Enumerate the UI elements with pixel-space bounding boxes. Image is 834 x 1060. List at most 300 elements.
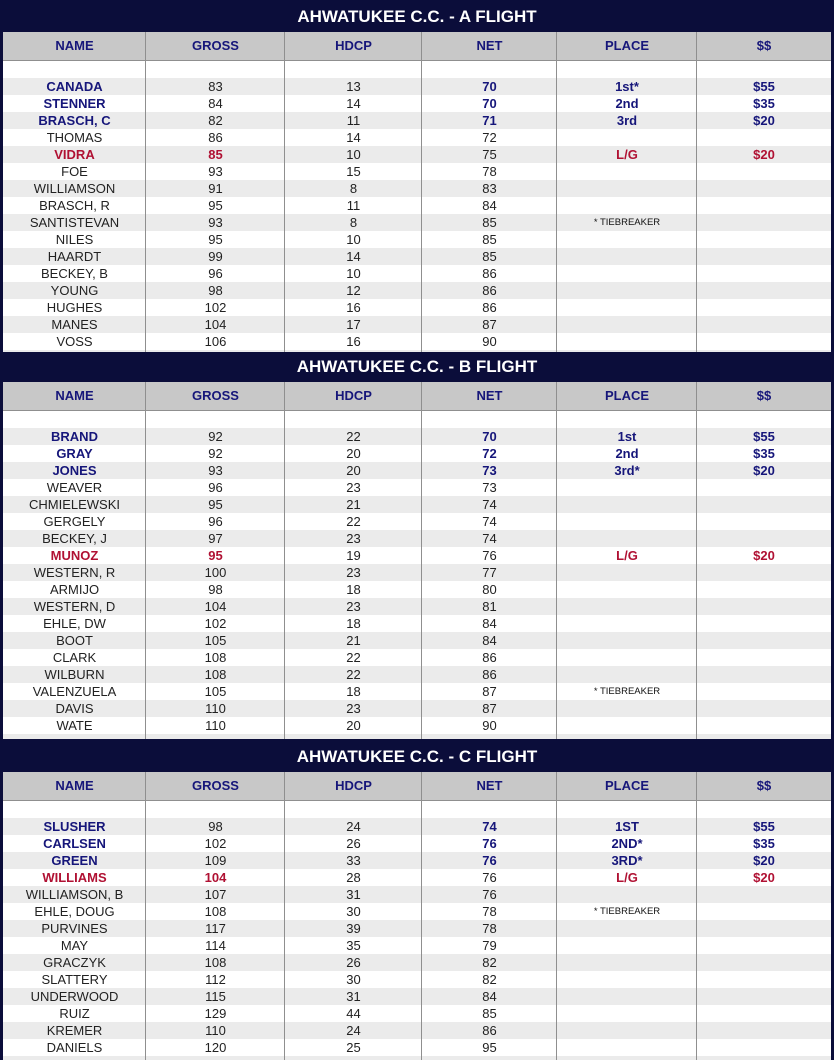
column-header-place: PLACE (604, 38, 650, 53)
cell-net: 72 (482, 130, 497, 145)
cell-place: L/G (616, 147, 638, 162)
cell-place: 1ST (615, 819, 639, 834)
cell-net: 80 (482, 582, 497, 597)
cell-gross: 92 (208, 429, 223, 444)
cell-hdcp: 35 (346, 938, 361, 953)
cell-place: 3rd* (614, 463, 640, 478)
cell-gross: 108 (204, 955, 227, 970)
player-row (3, 615, 831, 632)
cell-name: JONES (52, 463, 97, 478)
results-table (3, 382, 831, 739)
player-row (3, 214, 831, 231)
cell-hdcp: 24 (346, 1023, 361, 1038)
cell-hdcp: 26 (346, 955, 361, 970)
player-row (3, 1039, 831, 1056)
cell-gross: 105 (204, 684, 227, 699)
cell-gross: 93 (208, 463, 223, 478)
cell-money: $55 (753, 79, 775, 94)
cell-hdcp: 21 (346, 633, 361, 648)
cell-name: BRAND (51, 429, 98, 444)
cell-gross: 108 (204, 650, 227, 665)
player-row (3, 937, 831, 954)
cell-name: WATE (56, 718, 93, 733)
cell-hdcp: 44 (346, 1006, 361, 1021)
cell-name: SANTISTEVAN (29, 215, 120, 230)
cell-name: GREEN (51, 853, 98, 868)
cell-net: 74 (482, 819, 497, 834)
cell-gross: 86 (208, 130, 223, 145)
column-header-gross: GROSS (192, 778, 239, 793)
column-header-gross: GROSS (192, 388, 239, 403)
player-row (3, 564, 831, 581)
cell-hdcp: 39 (346, 921, 361, 936)
cell-net: 83 (482, 181, 497, 196)
cell-name: NILES (55, 232, 94, 247)
player-row (3, 180, 831, 197)
cell-hdcp: 22 (346, 667, 361, 682)
cell-gross: 112 (205, 972, 226, 987)
cell-gross: 106 (204, 334, 227, 349)
cell-hdcp: 14 (346, 96, 361, 111)
player-row (3, 852, 831, 869)
cell-net: 76 (482, 853, 497, 868)
cell-net: 74 (482, 531, 497, 546)
column-header-place: PLACE (604, 388, 650, 403)
player-row (3, 95, 831, 112)
player-row (3, 632, 831, 649)
cell-net: 85 (482, 215, 497, 230)
player-row (3, 683, 831, 700)
cell-gross: 93 (208, 164, 223, 179)
cell-gross: 98 (208, 283, 223, 298)
player-row (3, 581, 831, 598)
cell-hdcp: 16 (346, 334, 361, 349)
cell-name: GERGELY (43, 514, 106, 529)
cell-name: VALENZUELA (32, 684, 117, 699)
cell-name: THOMAS (46, 130, 103, 145)
player-row (3, 333, 831, 350)
cell-name: EHLE, DOUG (34, 904, 115, 919)
player-row (3, 299, 831, 316)
cell-net: 86 (482, 1023, 497, 1038)
cell-name: CANADA (46, 79, 103, 94)
cell-net: 82 (482, 955, 497, 970)
cell-place: 1st (617, 429, 637, 444)
cell-net: 76 (482, 836, 497, 851)
cell-hdcp: 19 (346, 548, 361, 563)
cell-money: $55 (753, 819, 775, 834)
column-header-money: $$ (756, 388, 772, 403)
player-row (3, 666, 831, 683)
cell-place: 2ND* (611, 836, 643, 851)
cell-hdcp: 22 (346, 514, 361, 529)
player-row (3, 869, 831, 886)
column-header-name: NAME (55, 388, 94, 403)
row-stripe (3, 734, 831, 739)
cell-place: 3rd (616, 113, 638, 128)
cell-name: WILLIAMS (42, 870, 107, 885)
column-header-net: NET (476, 388, 503, 403)
cell-name: KREMER (46, 1023, 103, 1038)
cell-net: 74 (482, 514, 497, 529)
cell-gross: 108 (204, 667, 227, 682)
cell-hdcp: 26 (346, 836, 361, 851)
cell-hdcp: 22 (346, 429, 361, 444)
cell-hdcp: 10 (346, 147, 361, 162)
player-row (3, 886, 831, 903)
cell-hdcp: 23 (346, 565, 361, 580)
player-row (3, 248, 831, 265)
cell-hdcp: 14 (346, 130, 361, 145)
cell-hdcp: 11 (346, 113, 361, 128)
cell-net: 84 (482, 989, 497, 1004)
row-stripe (3, 61, 831, 78)
cell-net: 86 (482, 650, 497, 665)
cell-gross: 110 (205, 701, 226, 716)
player-row (3, 649, 831, 666)
cell-money: $20 (753, 870, 775, 885)
cell-net: 71 (482, 113, 497, 128)
cell-gross: 97 (208, 531, 223, 546)
player-row (3, 146, 831, 163)
cell-place: L/G (616, 548, 638, 563)
results-table (3, 772, 831, 1060)
flight-section (0, 742, 834, 1060)
player-row (3, 1005, 831, 1022)
cell-hdcp: 25 (346, 1040, 361, 1055)
row-stripe (3, 801, 831, 818)
cell-gross: 83 (208, 79, 223, 94)
cell-hdcp: 11 (346, 198, 361, 213)
cell-place: * TIEBREAKER (593, 906, 661, 917)
cell-net: 76 (482, 870, 497, 885)
cell-net: 84 (482, 633, 497, 648)
cell-name: BOOT (56, 633, 93, 648)
cell-gross: 102 (204, 616, 227, 631)
cell-net: 78 (482, 164, 497, 179)
column-header-gross: GROSS (192, 38, 239, 53)
cell-gross: 115 (205, 989, 226, 1004)
cell-place: 3RD* (611, 853, 643, 868)
cell-name: BRASCH, C (38, 113, 111, 128)
row-stripe (3, 1056, 831, 1060)
flight-title: AHWATUKEE C.C. - C FLIGHT (296, 747, 538, 766)
cell-hdcp: 23 (346, 599, 361, 614)
column-header-money: $$ (756, 38, 772, 53)
cell-net: 79 (482, 938, 497, 953)
cell-gross: 109 (204, 853, 227, 868)
cell-net: 95 (482, 1040, 497, 1055)
cell-hdcp: 20 (346, 463, 361, 478)
flight-title: AHWATUKEE C.C. - B FLIGHT (296, 357, 538, 376)
cell-gross: 95 (208, 548, 223, 563)
cell-name: BECKEY, J (42, 531, 107, 546)
cell-net: 87 (482, 701, 497, 716)
cell-place: 1st* (615, 79, 639, 94)
cell-name: MANES (51, 317, 98, 332)
column-header-net: NET (476, 38, 503, 53)
cell-hdcp: 18 (346, 616, 361, 631)
cell-gross: 92 (208, 446, 223, 461)
cell-hdcp: 23 (346, 480, 361, 495)
cell-net: 87 (482, 317, 497, 332)
cell-name: SLUSHER (43, 819, 106, 834)
cell-gross: 107 (204, 887, 227, 902)
cell-gross: 99 (208, 249, 223, 264)
cell-money: $55 (753, 429, 775, 444)
cell-place: L/G (616, 870, 638, 885)
cell-hdcp: 28 (346, 870, 361, 885)
player-row (3, 700, 831, 717)
cell-net: 90 (482, 334, 497, 349)
column-header-row (3, 32, 831, 61)
cell-gross: 98 (208, 582, 223, 597)
cell-name: UNDERWOOD (30, 989, 119, 1004)
cell-hdcp: 20 (346, 446, 361, 461)
cell-net: 77 (482, 565, 497, 580)
cell-money: $20 (753, 548, 775, 563)
cell-name: WESTERN, R (33, 565, 116, 580)
cell-name: VOSS (56, 334, 93, 349)
cell-gross: 96 (208, 480, 223, 495)
cell-gross: 110 (205, 718, 226, 733)
cell-hdcp: 8 (349, 215, 358, 230)
cell-name: WILLIAMSON, B (25, 887, 124, 902)
cell-net: 78 (482, 921, 497, 936)
cell-net: 70 (482, 429, 497, 444)
cell-hdcp: 30 (346, 972, 361, 987)
player-row (3, 835, 831, 852)
player-row (3, 496, 831, 513)
cell-name: SLATTERY (41, 972, 108, 987)
cell-gross: 117 (205, 921, 226, 936)
cell-hdcp: 23 (346, 701, 361, 716)
cell-net: 70 (482, 79, 497, 94)
cell-hdcp: 14 (346, 249, 361, 264)
cell-place: * TIEBREAKER (593, 686, 661, 697)
cell-gross: 82 (208, 113, 223, 128)
cell-net: 84 (482, 616, 497, 631)
cell-net: 70 (482, 96, 497, 111)
cell-gross: 104 (204, 317, 227, 332)
player-row (3, 818, 831, 835)
cell-name: BECKEY, B (41, 266, 108, 281)
cell-gross: 96 (208, 266, 223, 281)
cell-hdcp: 8 (349, 181, 358, 196)
player-row (3, 78, 831, 95)
player-row (3, 479, 831, 496)
cell-name: STENNER (43, 96, 106, 111)
cell-name: DANIELS (46, 1040, 103, 1055)
cell-name: HAARDT (47, 249, 102, 264)
cell-gross: 129 (204, 1006, 227, 1021)
cell-money: $20 (753, 147, 775, 162)
cell-name: EHLE, DW (43, 616, 106, 631)
player-row (3, 513, 831, 530)
cell-money: $20 (753, 463, 775, 478)
cell-hdcp: 18 (346, 582, 361, 597)
cell-net: 90 (482, 718, 497, 733)
player-row (3, 988, 831, 1005)
cell-hdcp: 12 (346, 283, 361, 298)
cell-net: 82 (482, 972, 497, 987)
column-header-hdcp: HDCP (335, 38, 372, 53)
player-row (3, 920, 831, 937)
player-row (3, 954, 831, 971)
cell-name: MUNOZ (50, 548, 99, 563)
column-header-row (3, 382, 831, 411)
cell-net: 78 (482, 904, 497, 919)
player-row (3, 598, 831, 615)
cell-hdcp: 21 (346, 497, 361, 512)
cell-money: $35 (753, 446, 775, 461)
cell-gross: 102 (204, 836, 227, 851)
cell-name: WILBURN (44, 667, 105, 682)
cell-gross: 104 (204, 870, 227, 885)
cell-gross: 102 (204, 300, 227, 315)
cell-net: 75 (482, 147, 497, 162)
cell-net: 73 (482, 463, 497, 478)
column-header-net: NET (476, 778, 503, 793)
cell-hdcp: 23 (346, 531, 361, 546)
cell-gross: 91 (208, 181, 223, 196)
cell-gross: 114 (205, 938, 226, 953)
player-row (3, 316, 831, 333)
cell-hdcp: 10 (346, 232, 361, 247)
column-header-row (3, 772, 831, 801)
cell-hdcp: 30 (346, 904, 361, 919)
cell-money: $35 (753, 836, 775, 851)
cell-name: YOUNG (50, 283, 99, 298)
column-header-money: $$ (756, 778, 772, 793)
cell-money: $20 (753, 853, 775, 868)
cell-hdcp: 20 (346, 718, 361, 733)
cell-hdcp: 10 (346, 266, 361, 281)
cell-hdcp: 31 (346, 989, 361, 1004)
cell-net: 76 (482, 548, 497, 563)
cell-net: 86 (482, 266, 497, 281)
cell-name: CLARK (52, 650, 97, 665)
cell-hdcp: 15 (346, 164, 361, 179)
cell-hdcp: 33 (346, 853, 361, 868)
cell-net: 86 (482, 667, 497, 682)
cell-name: WESTERN, D (33, 599, 116, 614)
cell-name: GRACZYK (43, 955, 106, 970)
flight-title: AHWATUKEE C.C. - A FLIGHT (297, 7, 537, 26)
cell-name: MAY (60, 938, 89, 953)
cell-money: $20 (753, 113, 775, 128)
cell-name: BRASCH, R (39, 198, 110, 213)
cell-net: 86 (482, 283, 497, 298)
player-row (3, 903, 831, 920)
cell-place: * TIEBREAKER (593, 217, 661, 228)
cell-name: CARLSEN (43, 836, 106, 851)
cell-net: 86 (482, 300, 497, 315)
cell-net: 87 (482, 684, 497, 699)
cell-gross: 98 (208, 819, 223, 834)
cell-gross: 108 (204, 904, 227, 919)
player-row (3, 971, 831, 988)
cell-name: GRAY (56, 446, 93, 461)
column-header-name: NAME (55, 778, 94, 793)
cell-net: 85 (482, 232, 497, 247)
cell-gross: 100 (204, 565, 227, 580)
cell-gross: 120 (204, 1040, 227, 1055)
cell-name: WEAVER (46, 480, 103, 495)
player-row (3, 282, 831, 299)
player-row (3, 1022, 831, 1039)
flight-section (0, 2, 834, 352)
cell-place: 2nd (615, 96, 639, 111)
cell-gross: 84 (208, 96, 223, 111)
player-row (3, 717, 831, 734)
cell-net: 73 (482, 480, 497, 495)
cell-hdcp: 18 (346, 684, 361, 699)
cell-gross: 105 (204, 633, 227, 648)
column-header-hdcp: HDCP (335, 388, 372, 403)
cell-name: RUIZ (59, 1006, 90, 1021)
player-row (3, 547, 831, 564)
player-row (3, 163, 831, 180)
cell-net: 85 (482, 1006, 497, 1021)
cell-net: 72 (482, 446, 497, 461)
player-row (3, 462, 831, 479)
player-row (3, 428, 831, 445)
column-header-place: PLACE (604, 778, 650, 793)
cell-hdcp: 24 (346, 819, 361, 834)
cell-gross: 95 (208, 232, 223, 247)
player-row (3, 231, 831, 248)
cell-net: 81 (482, 599, 497, 614)
cell-gross: 96 (208, 514, 223, 529)
player-row (3, 129, 831, 146)
cell-name: ARMIJO (49, 582, 100, 597)
cell-name: DAVIS (55, 701, 94, 716)
cell-gross: 85 (208, 147, 223, 162)
results-table (3, 32, 831, 352)
column-header-name: NAME (55, 38, 94, 53)
cell-name: VIDRA (54, 147, 95, 162)
cell-name: CHMIELEWSKI (28, 497, 120, 512)
cell-name: PURVINES (41, 921, 108, 936)
cell-hdcp: 31 (346, 887, 361, 902)
cell-gross: 95 (208, 497, 223, 512)
cell-name: FOE (61, 164, 88, 179)
cell-hdcp: 17 (346, 317, 361, 332)
cell-net: 76 (482, 887, 497, 902)
cell-gross: 110 (205, 1023, 226, 1038)
cell-gross: 95 (208, 198, 223, 213)
cell-hdcp: 22 (346, 650, 361, 665)
cell-name: HUGHES (46, 300, 103, 315)
cell-hdcp: 13 (346, 79, 361, 94)
row-stripe (3, 411, 831, 428)
cell-hdcp: 16 (346, 300, 361, 315)
player-row (3, 530, 831, 547)
cell-net: 74 (482, 497, 497, 512)
player-row (3, 265, 831, 282)
cell-name: WILLIAMSON (33, 181, 116, 196)
player-row (3, 445, 831, 462)
cell-place: 2nd (615, 446, 639, 461)
cell-gross: 104 (204, 599, 227, 614)
cell-money: $35 (753, 96, 775, 111)
player-row (3, 112, 831, 129)
column-header-hdcp: HDCP (335, 778, 372, 793)
flight-section (0, 352, 834, 739)
player-row (3, 197, 831, 214)
cell-gross: 93 (208, 215, 223, 230)
